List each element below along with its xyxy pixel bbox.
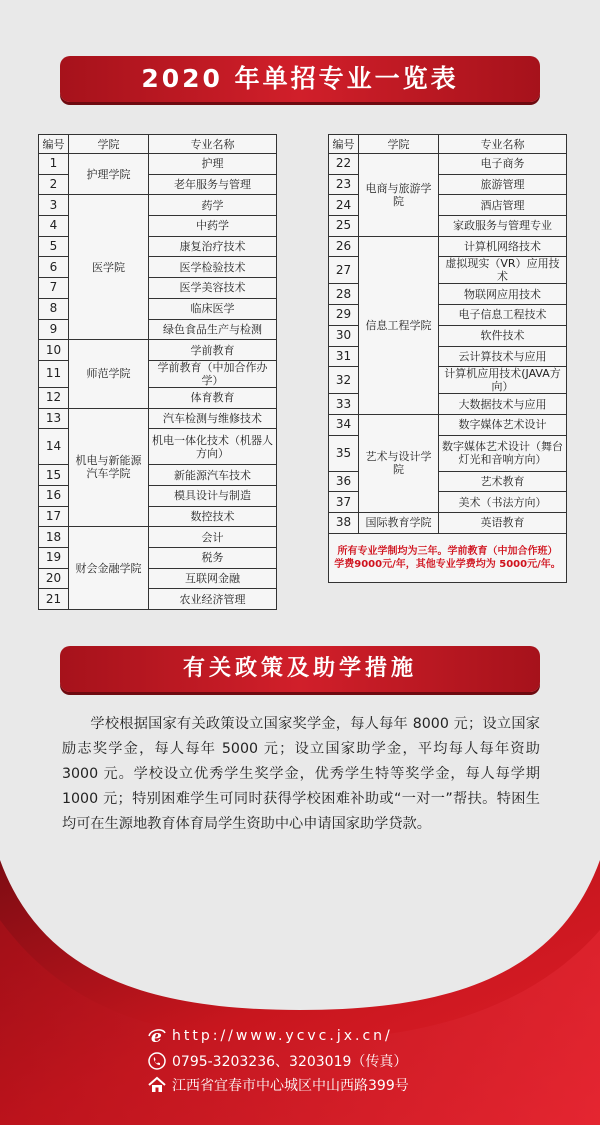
cell-major: 康复治疗技术 xyxy=(149,236,277,257)
cell-major: 农业经济管理 xyxy=(149,589,277,610)
cell-major: 软件技术 xyxy=(439,325,567,346)
header-num: 编号 xyxy=(39,135,69,154)
header-num: 编号 xyxy=(329,135,359,154)
page-title: 2020 年单招专业一览表 xyxy=(141,64,459,93)
cell-num: 36 xyxy=(329,471,359,492)
cell-major: 临床医学 xyxy=(149,298,277,319)
table-row xyxy=(329,154,567,175)
contact-phone xyxy=(148,1051,407,1071)
cell-major: 计算机网络技术 xyxy=(439,236,567,257)
cell-num: 9 xyxy=(39,319,69,340)
note-row xyxy=(329,533,567,582)
table-row xyxy=(39,340,277,361)
cell-num: 6 xyxy=(39,257,69,278)
cell-major: 美术（书法方向） xyxy=(439,492,567,513)
cell-major: 老年服务与管理 xyxy=(149,174,277,195)
cell-college: 国际教育学院 xyxy=(359,512,439,533)
cell-college: 机电与新能源汽车学院 xyxy=(69,408,149,527)
header-college: 学院 xyxy=(69,135,149,154)
svg-text:e: e xyxy=(151,1027,165,1045)
cell-num: 26 xyxy=(329,236,359,257)
phone-text: 0795-3203236、3203019（传真） xyxy=(172,1054,408,1070)
cell-num: 11 xyxy=(39,360,69,387)
cell-major: 酒店管理 xyxy=(439,195,567,216)
cell-num: 3 xyxy=(39,195,69,216)
tuition-note-line2: 学费9000元/年，其他专业学费均为 5000元/年。 xyxy=(334,558,561,570)
cell-major: 模具设计与制造 xyxy=(149,485,277,506)
cell-major: 大数据技术与应用 xyxy=(439,394,567,415)
website-text[interactable]: http://www.ycvc.jx.cn/ xyxy=(172,1028,393,1044)
cell-major: 计算机应用技术(JAVA方向） xyxy=(439,367,567,394)
cell-num: 35 xyxy=(329,435,359,471)
table-header-row xyxy=(39,135,277,154)
cell-num: 28 xyxy=(329,284,359,305)
cell-college: 信息工程学院 xyxy=(359,236,439,414)
cell-college: 电商与旅游学院 xyxy=(359,154,439,237)
header-major: 专业名称 xyxy=(149,135,277,154)
table-row xyxy=(39,408,277,429)
cell-college: 护理学院 xyxy=(69,154,149,195)
cell-major: 学前教育 xyxy=(149,340,277,361)
cell-num: 24 xyxy=(329,195,359,216)
header-college: 学院 xyxy=(359,135,439,154)
cell-num: 18 xyxy=(39,527,69,548)
cell-major: 中药学 xyxy=(149,216,277,237)
cell-college: 医学院 xyxy=(69,195,149,340)
cell-major: 虚拟现实（VR）应用技术 xyxy=(439,257,567,284)
cell-major: 家政服务与管理专业 xyxy=(439,216,567,237)
cell-major: 体育教育 xyxy=(149,387,277,408)
contact-website xyxy=(148,1027,393,1045)
cell-num: 16 xyxy=(39,485,69,506)
cell-major: 艺术教育 xyxy=(439,471,567,492)
cell-major: 汽车检测与维修技术 xyxy=(149,408,277,429)
cell-num: 2 xyxy=(39,174,69,195)
majors-table-right xyxy=(328,134,567,583)
home-icon xyxy=(148,1076,166,1094)
policy-text: 学校根据国家有关政策设立国家奖学金，每人每年 8000 元；设立国家励志奖学金，每人每年 5000 元；设立国家助学金，平均每人每年资助 3000 元。学校设立优秀学生奖学金，优秀学生特等奖学金，每人每学期 1000 元；特别困难学生可同时获得学校困难补助或“一对一”帮扶。特困生均可在生源地教育体育局学生资助中心申请国家助学贷款。 xyxy=(62,716,540,832)
cell-num: 1 xyxy=(39,154,69,175)
cell-num: 12 xyxy=(39,387,69,408)
cell-num: 7 xyxy=(39,278,69,299)
table-row xyxy=(39,527,277,548)
title-banner xyxy=(60,56,540,102)
cell-major: 云计算技术与应用 xyxy=(439,346,567,367)
cell-major: 学前教育（中加合作办学） xyxy=(149,360,277,387)
cell-major: 电子信息工程技术 xyxy=(439,305,567,326)
cell-major: 数字媒体艺术设计（舞台灯光和音响方向） xyxy=(439,435,567,471)
header-major: 专业名称 xyxy=(439,135,567,154)
cell-num: 23 xyxy=(329,174,359,195)
majors-table-left xyxy=(38,134,277,610)
cell-major: 医学检验技术 xyxy=(149,257,277,278)
cell-num: 34 xyxy=(329,414,359,435)
contact-address xyxy=(148,1075,409,1095)
policy-banner xyxy=(60,646,540,692)
cell-num: 17 xyxy=(39,506,69,527)
phone-icon xyxy=(148,1052,166,1070)
address-text: 江西省宜春市中心城区中山西路399号 xyxy=(172,1078,409,1094)
cell-num: 14 xyxy=(39,429,69,465)
cell-num: 33 xyxy=(329,394,359,415)
cell-major: 税务 xyxy=(149,548,277,569)
cell-major: 物联网应用技术 xyxy=(439,284,567,305)
cell-num: 32 xyxy=(329,367,359,394)
cell-num: 30 xyxy=(329,325,359,346)
cell-college: 财会金融学院 xyxy=(69,527,149,610)
table-header-row xyxy=(329,135,567,154)
cell-major: 医学美容技术 xyxy=(149,278,277,299)
cell-major: 机电一体化技术（机器人方向） xyxy=(149,429,277,465)
tuition-note-line1: 所有专业学制均为三年。学前教育（中加合作班） xyxy=(337,545,558,557)
cell-num: 25 xyxy=(329,216,359,237)
cell-major: 护理 xyxy=(149,154,277,175)
cell-num: 22 xyxy=(329,154,359,175)
cell-major: 会计 xyxy=(149,527,277,548)
cell-num: 21 xyxy=(39,589,69,610)
cell-college: 师范学院 xyxy=(69,340,149,408)
table-row xyxy=(329,414,567,435)
policy-title: 有关政策及助学措施 xyxy=(182,656,417,681)
table-row xyxy=(329,512,567,533)
cell-num: 19 xyxy=(39,548,69,569)
cell-num: 5 xyxy=(39,236,69,257)
cell-major: 数控技术 xyxy=(149,506,277,527)
cell-num: 15 xyxy=(39,465,69,486)
cell-num: 20 xyxy=(39,568,69,589)
cell-major: 英语教育 xyxy=(439,512,567,533)
cell-major: 新能源汽车技术 xyxy=(149,465,277,486)
cell-major: 绿色食品生产与检测 xyxy=(149,319,277,340)
cell-college: 艺术与设计学院 xyxy=(359,414,439,512)
cell-major: 药学 xyxy=(149,195,277,216)
cell-major: 旅游管理 xyxy=(439,174,567,195)
table-row xyxy=(39,195,277,216)
cell-num: 38 xyxy=(329,512,359,533)
cell-num: 37 xyxy=(329,492,359,513)
web-e-icon xyxy=(148,1027,166,1045)
tuition-note xyxy=(329,533,567,582)
cell-major: 电子商务 xyxy=(439,154,567,175)
cell-num: 13 xyxy=(39,408,69,429)
cell-num: 27 xyxy=(329,257,359,284)
cell-num: 31 xyxy=(329,346,359,367)
cell-num: 4 xyxy=(39,216,69,237)
cell-major: 互联网金融 xyxy=(149,568,277,589)
cell-num: 8 xyxy=(39,298,69,319)
table-row xyxy=(39,154,277,175)
cell-num: 10 xyxy=(39,340,69,361)
table-row xyxy=(329,236,567,257)
cell-num: 29 xyxy=(329,305,359,326)
cell-major: 数字媒体艺术设计 xyxy=(439,414,567,435)
